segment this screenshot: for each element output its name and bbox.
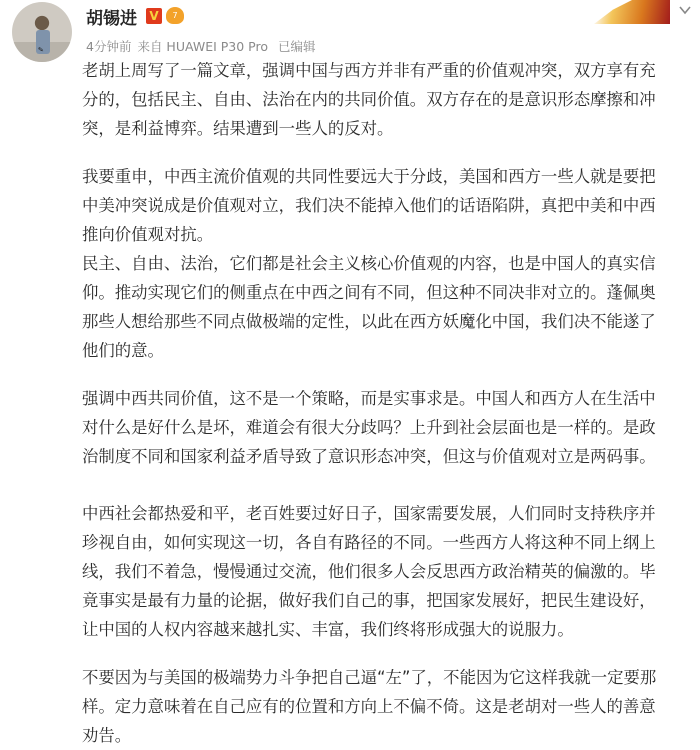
post-paragraph [82,384,694,471]
paragraph-gap [82,471,694,499]
paragraph-gap [82,365,694,384]
post-text-line: 分的，包括民主、自由、法治在内的共同价值。双方存在的是意识形态摩擦和冲 [82,90,656,109]
post-text-line: 仰。推动实现它们的侧重点在中西之间有不同，但这种不同决非对立的。蓬佩奥 [82,283,656,302]
post-text-line: 中西社会都热爱和平，老百姓要过好日子，国家需要发展，人们同时支持秩序并 [82,504,656,523]
post-text-line: 样。定力意味着在自己应有的位置和方向上不偏不倚。这是老胡对一些人的善意 [82,697,656,716]
post-paragraph [82,249,694,365]
post-text-line: 我要重申，中西主流价值观的共同性要远大于分歧，美国和西方一些人就是要把 [82,167,656,186]
post-text-line: 民主、自由、法治，它们都是社会主义核心价值观的内容，也是中国人的真实信 [82,254,656,273]
post-text-line: 劝告。 [82,726,132,745]
post-source: 来自 HUAWEI P30 Pro [137,39,269,54]
avatar-signature: ✎ [37,45,45,55]
post-paragraph [82,663,694,750]
avatar[interactable] [12,2,72,62]
post-paragraph [82,56,694,143]
paragraph-gap [82,143,694,162]
post-text-line: 中美冲突说成是价值观对立，我们决不能掉入他们的话语陷阱，真把中美和中西 [82,196,656,215]
verified-badge-icon: V [146,8,162,24]
post-time: 4分钟前 [86,39,132,54]
post-text-line: 突，是利益博弈。结果遭到一些人的反对。 [82,119,394,138]
paragraph-gap [82,644,694,663]
post-text-line: 他们的意。 [82,341,164,360]
post-text-line: 对什么是好什么是坏，难道会有很大分歧吗？上升到社会层面也是一样的。是政 [82,418,656,437]
post-text-line: 治制度不同和国家利益矛盾导致了意识形态冲突，但这与价值观对立是两码事。 [82,447,656,466]
post-text-line: 强调中西共同价值，这不是一个策略，而是实事求是。中国人和西方人在生活中 [82,389,656,408]
post-paragraph [82,162,694,249]
post-text-line: 不要因为与美国的极端势力斗争把自己逼“左”了，不能因为它这样我就一定要那 [82,668,657,687]
post-meta [86,37,322,55]
post-text-line: 珍视自由，如何实现这一切，各自有路径的不同。一些西方人将这种不同上纲上 [82,533,656,552]
post-text-line: 那些人想给那些不同点做极端的定性，以此在西方妖魔化中国，我们决不能遂了 [82,312,656,331]
card-decoration-image [575,0,670,24]
level-badge-icon: 7 [166,7,184,24]
post-text-line: 线，我们不着急，慢慢通过交流，他们很多人会反思西方政治精英的偏激的。毕 [82,562,656,581]
post-content [82,56,694,750]
edited-label[interactable]: 已编辑 [278,39,316,54]
chevron-down-icon[interactable] [678,2,692,16]
post-text-line: 老胡上周写了一篇文章，强调中国与西方并非有严重的价值观冲突，双方享有充 [82,61,656,80]
post-text-line: 推向价值观对抗。 [82,225,214,244]
author-name[interactable]: 胡锡进 [86,9,137,29]
post-text-line: 让中国的人权内容越来越扎实、丰富，我们终将形成强大的说服力。 [82,620,574,639]
post-paragraph [82,499,694,644]
post-text-line: 竟事实是最有力量的论据，做好我们自己的事，把国家发展好，把民生建设好， [82,591,656,610]
